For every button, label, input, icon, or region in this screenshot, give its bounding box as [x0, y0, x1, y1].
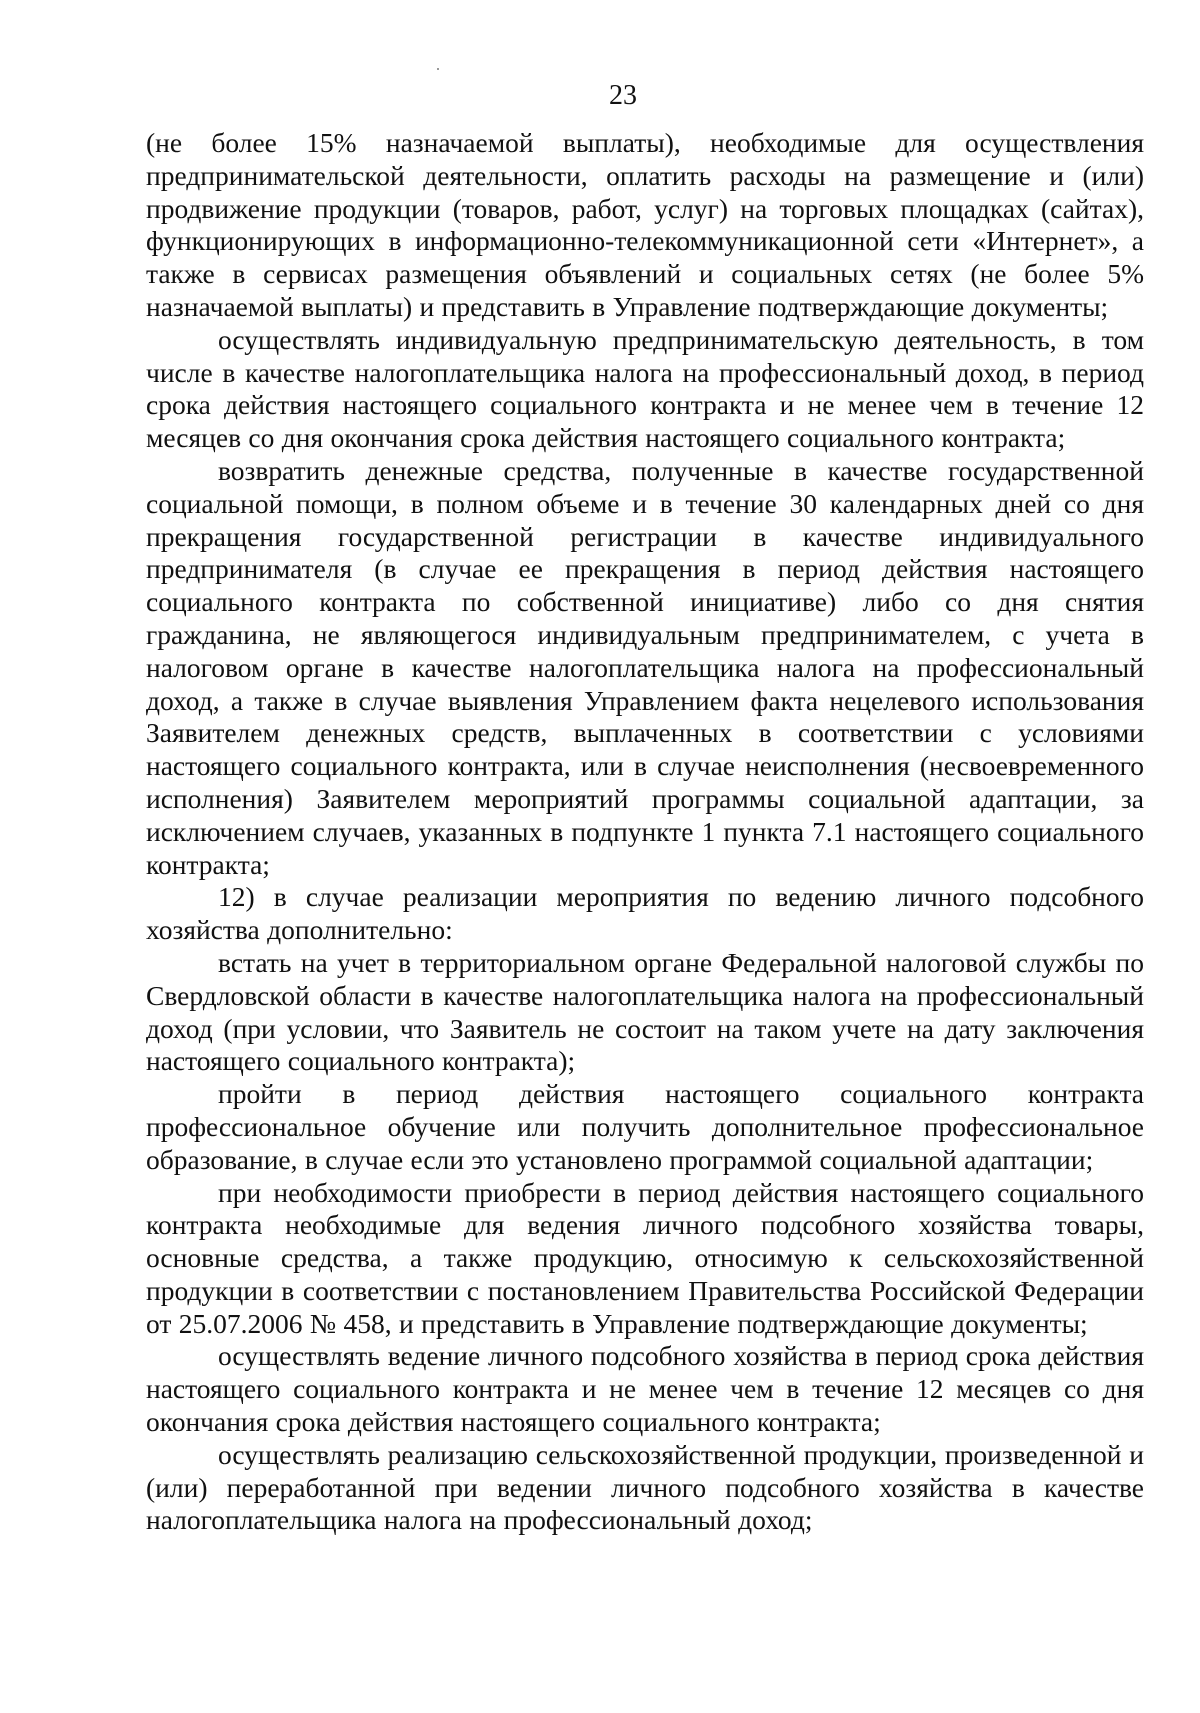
- paragraph: (не более 15% назначаемой выплаты), необходимые для осуществления предпринимательской деятельности, оплатить расходы на размещение и (или) продвижение продукции (товаров, работ, услуг) на торговых площадках (сайтах), функционирующих в информационно-телекоммуникационной сети «Интернет», а также в сервисах размещения объявлений и социальных сетях (не более 5% назначаемой выплаты) и представить в Управление подтверждающие документы;: [146, 127, 1144, 322]
- paragraph: осуществлять индивидуальную предпринимательскую деятельность, в том числе в качестве налогоплательщика налога на профессиональный доход, в период срока действия настоящего социального контракта и не менее чем в течение 12 месяцев со дня окончания срока действия настоящего социального контракта;: [146, 323, 1144, 454]
- paragraph: встать на учет в территориальном органе Федеральной налоговой службы по Свердловской области в качестве налогоплательщика налога на профессиональный доход (при условии, что Заявитель не состоит на таком учете на дату заключения настоящего социального контракта);: [146, 946, 1144, 1077]
- paragraph: осуществлять реализацию сельскохозяйственной продукции, произведенной и (или) переработанной при ведении личного подсобного хозяйства в качестве налогоплательщика налога на профессиональный доход;: [146, 1438, 1144, 1536]
- paragraph: возвратить денежные средства, полученные в качестве государственной социальной помощи, в полном объеме и в течение 30 календарных дней со дня прекращения государственной регистрации в качестве индивидуального предпринимателя (в случае ее прекращения в период действия настоящего социального контракта по собственной инициативе) либо со дня снятия гражданина, не являющегося индивидуальным предпринимателем, с учета в налоговом органе в качестве налогоплательщика налога на профессиональный доход, а также в случае выявления Управлением факта нецелевого использования Заявителем денежных средств, выплаченных в соответствии с условиями настоящего социального контракта, или в случае неисполнения (несвоевременного исполнения) Заявителем мероприятий программы социальной адаптации, за исключением случаев, указанных в подпункте 1 пункта 7.1 настоящего социального контракта;: [146, 454, 1144, 880]
- paragraph: при необходимости приобрести в период действия настоящего социального контракта необходимые для ведения личного подсобного хозяйства товары, основные средства, а также продукцию, относимую к сельскохозяйственной продукции в соответствии с постановлением Правительства Российской Федерации от 25.07.2006 № 458, и представить в Управление подтверждающие документы;: [146, 1176, 1144, 1339]
- paragraph: 12) в случае реализации мероприятия по ведению личного подсобного хозяйства дополнительно:: [146, 881, 1144, 946]
- paragraph: пройти в период действия настоящего социального контракта профессиональное обучение или получить дополнительное профессиональное образование, в случае если это установлено программой социальной адаптации;: [146, 1078, 1144, 1175]
- paragraph: осуществлять ведение личного подсобного хозяйства в период срока действия настоящего социального контракта и не менее чем в течение 12 месяцев со дня окончания срока действия настоящего социального контракта;: [146, 1340, 1144, 1438]
- document-body: [146, 127, 1144, 1537]
- page-number: 23: [609, 80, 637, 111]
- scan-speck: [437, 68, 439, 70]
